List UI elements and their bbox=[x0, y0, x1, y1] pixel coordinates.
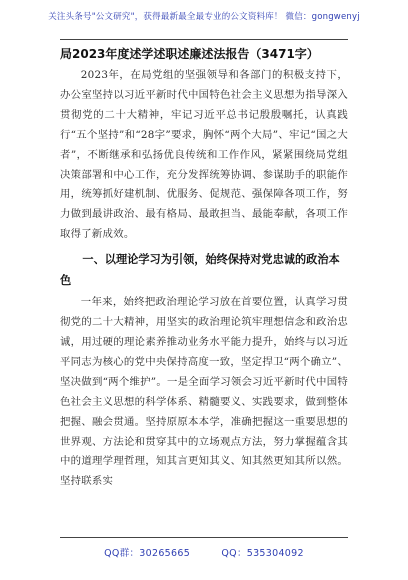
footer-divider bbox=[60, 537, 348, 538]
intro-paragraph: 2023年，在局党组的坚强领导和各部门的积极支持下，办公室坚持以习近平新时代中国特色社会主义思想为指导深入贯彻党的二十大精神，牢记习近平总书记殷殷嘱托，认真践行“五个坚持”和“28字”要求，胸怀“两个大局”、牢记“国之大者”，不断继承和弘扬优良传统和工作作风，紧紧围绕局党组决策部署和中心工作，充分发挥统筹协调、参谋助手的职能作用，统筹抓好建机制、优服务、促规范、强保障各项工作，努力做到最讲政治、最有格局、最敢担当、最能奉献，各项工作取得了新成效。 bbox=[60, 69, 348, 241]
section-heading: 一、以理论学习为引领，始终保持对党忠诚的政治本色 bbox=[60, 253, 340, 288]
document-body bbox=[60, 44, 348, 492]
qq-number: QQ：535304092 bbox=[221, 548, 304, 559]
header-divider bbox=[60, 39, 348, 40]
footer-contact bbox=[0, 545, 408, 559]
header-banner: 关注头条号"公文研究"，获得最新最全最专业的公文资料库！ 微信：gongwenyj bbox=[48, 12, 360, 22]
section-paragraph: 一年来，始终把政治理论学习放在首要位置，认真学习贯彻党的二十大精神，用坚实的政治理论筑牢理想信念和政治忠诚，用过硬的理论素养推动业务水平能力提升，始终与以习近平同志为核心的党中央保持高度一致，坚定捍卫“两个确立”、坚决做到“两个维护”。一是全面学习领会习近平新时代中国特色社会主义思想的科学体系、精髓要义、实践要求，做到整体把握、融会贯通。坚持原原本本学，准确把握这一重要思想的世界观、方法论和贯穿其中的立场观点方法，努力掌握蕴含其中的道理学理哲理，知其言更知其义、知其然更知其所以然。坚持联系实 bbox=[60, 296, 348, 488]
document-title: 局2023年度述学述职述廉述法报告（3471字） bbox=[60, 47, 319, 61]
qq-group-number: QQ群：30265665 bbox=[104, 548, 191, 559]
